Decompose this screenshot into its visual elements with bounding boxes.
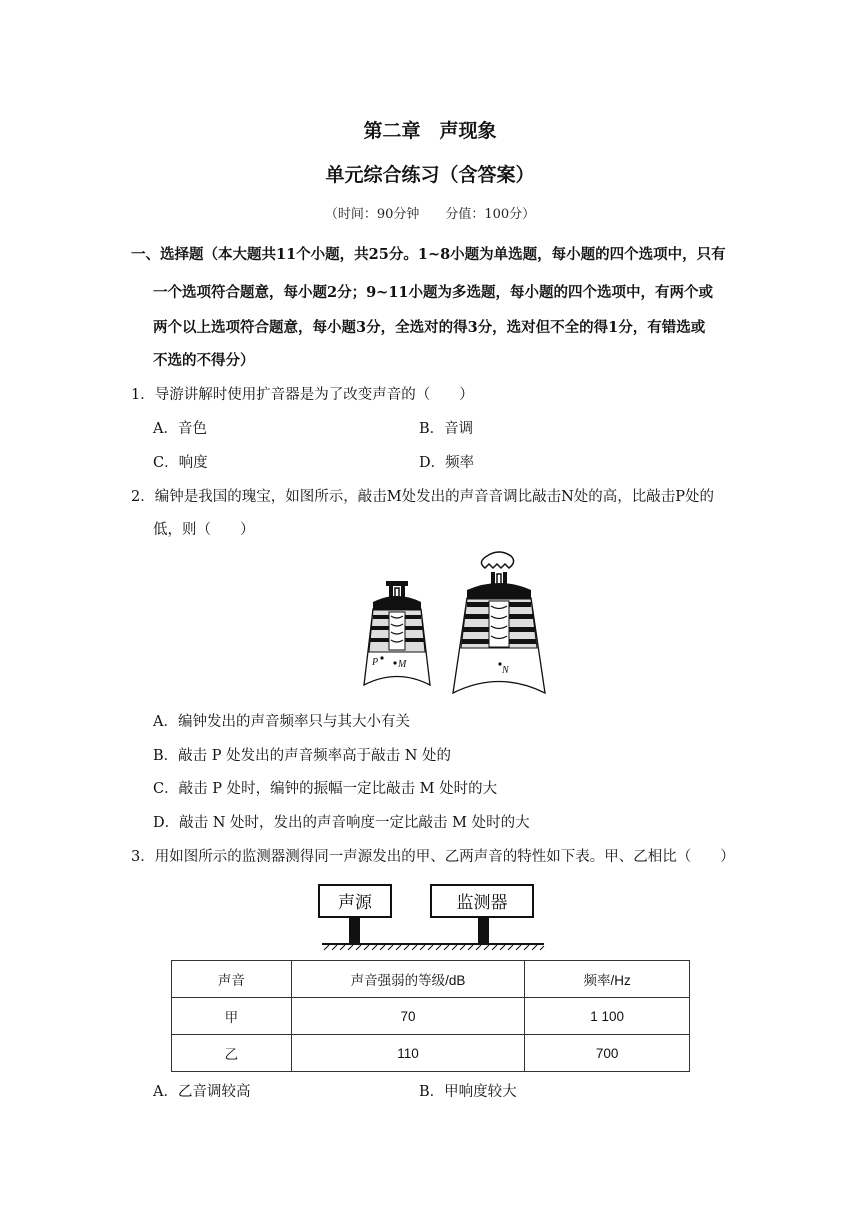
bells-figure xyxy=(355,550,550,698)
q3-option-a: A．乙音调较高 xyxy=(153,1084,251,1100)
monitor-label: 监测器 xyxy=(456,893,508,913)
small-bell xyxy=(364,581,430,685)
section-heading-line-2: 一个选项符合题意，每小题2分；9~11小题为多选题，每小题的四个选项中，有两个或 xyxy=(153,284,714,301)
table-cell: 700 xyxy=(525,1035,690,1072)
page-subtitle: 单元综合练习（含答案） xyxy=(325,164,535,186)
chapter-title: 第二章 声现象 xyxy=(363,120,497,142)
table-cell: 乙 xyxy=(172,1035,292,1072)
monitor-figure xyxy=(318,882,548,952)
q2-option-c: C．敲击 P 处时，编钟的振幅一定比敲击 M 处时的大 xyxy=(153,781,498,797)
question-3-stem: 3．用如图所示的监测器测得同一声源发出的甲、乙两声音的特性如下表。甲、乙相比（ ） xyxy=(131,849,735,865)
table-header-row xyxy=(172,961,690,998)
exam-info: （时间：90分钟 分值：100分） xyxy=(324,207,536,222)
large-bell xyxy=(453,552,545,693)
question-2-stem-line-1: 2．编钟是我国的瑰宝，如图所示，敲击M处发出的声音音调比敲击N处的高，比敲击P处的 xyxy=(131,489,715,505)
q1-option-d: D．频率 xyxy=(419,455,475,471)
section-heading-line-3: 两个以上选项符合题意，每小题3分，全选对的得3分，选对但不全的得1分，有错选或 xyxy=(153,319,706,336)
table-cell: 70 xyxy=(291,998,525,1035)
q2-option-b: B．敲击 P 处发出的声音频率高于敲击 N 处的 xyxy=(153,748,452,764)
table-cell: 甲 xyxy=(172,998,292,1035)
q1-option-a: A．音色 xyxy=(153,421,207,437)
q1-option-b: B．音调 xyxy=(419,421,474,437)
q3-option-b: B．甲响度较大 xyxy=(419,1084,517,1100)
question-2-stem-line-2: 低，则（ ） xyxy=(153,522,255,538)
label-m: M xyxy=(398,659,407,670)
label-n: N xyxy=(502,665,509,676)
table-header-cell: 频率/Hz xyxy=(525,961,690,998)
q2-option-d: D．敲击 N 处时，发出的声音响度一定比敲击 M 处时的大 xyxy=(153,815,530,831)
q2-option-a: A．编钟发出的声音频率只与其大小有关 xyxy=(153,714,410,730)
table-header-cell: 声音 xyxy=(172,961,292,998)
sound-data-table xyxy=(171,960,690,1072)
label-p: P xyxy=(372,657,379,668)
table-header-cell: 声音强弱的等级/dB xyxy=(291,961,525,998)
source-label: 声源 xyxy=(338,893,372,913)
table-row xyxy=(172,998,690,1035)
section-heading-line-1: 一、选择题（本大题共11个小题，共25分。1~8小题为单选题，每小题的四个选项中，只有 xyxy=(131,246,726,263)
section-heading-line-4: 不选的不得分） xyxy=(153,352,255,369)
q1-option-c: C．响度 xyxy=(153,455,208,471)
table-cell: 1 100 xyxy=(525,998,690,1035)
table-cell: 110 xyxy=(291,1035,525,1072)
question-1-stem: 1．导游讲解时使用扩音器是为了改变声音的（ ） xyxy=(131,387,474,403)
table-row xyxy=(172,1035,690,1072)
